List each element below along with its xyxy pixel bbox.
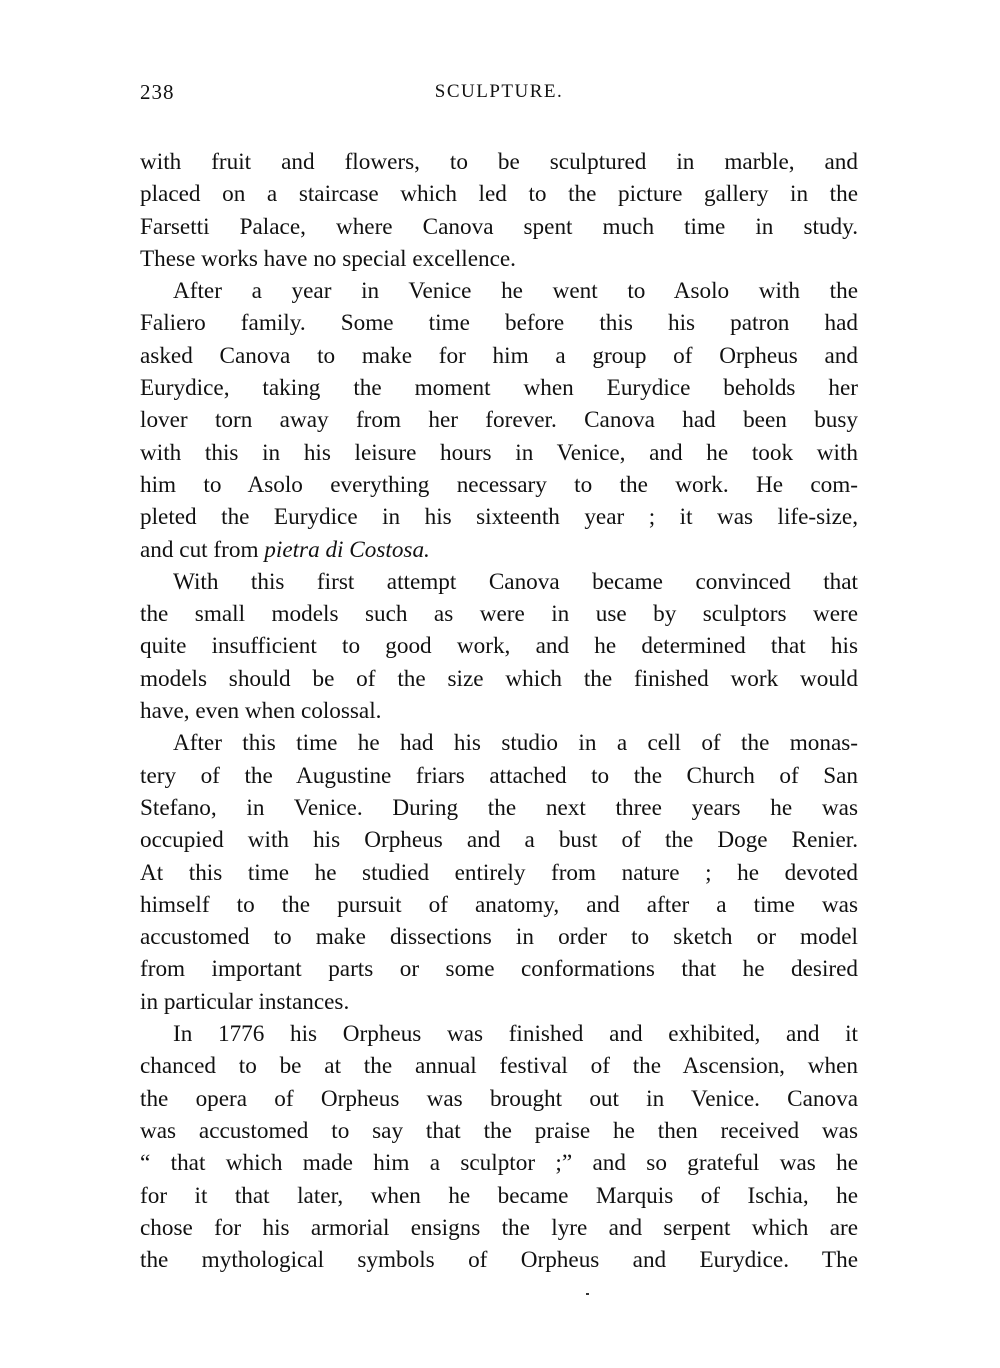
text-line: in particular instances. — [140, 988, 350, 1015]
text-line: with fruit and flowers, to be sculptured in marble, and — [140, 149, 858, 175]
text-line: Faliero family. Some time before this his patron had — [140, 310, 858, 337]
text-line: tery of the Augustine friars attached to the Church of San — [140, 762, 858, 789]
paragraph-5 — [140, 1018, 858, 1276]
running-title: SCULPTURE. — [434, 81, 564, 102]
text-line — [140, 534, 858, 566]
text-line: Farsetti Palace, where Canova spent much time in study. — [140, 213, 858, 240]
text-line: At this time he studied entirely from nature ; he devoted — [140, 859, 858, 886]
text-line: the opera of Orpheus was brought out in Venice. Canova — [140, 1085, 858, 1112]
text-line: lover torn away from her forever. Canova had been busy — [140, 407, 858, 434]
text-line: After a year in Venice he went to Asolo with the — [173, 278, 858, 305]
paragraph-3 — [140, 566, 858, 727]
text-line: Eurydice, taking the moment when Eurydice beholds her — [140, 375, 858, 402]
text-line: asked Canova to make for him a group of Orpheus and — [140, 342, 858, 369]
paragraph-4 — [140, 727, 858, 1018]
text-line: chanced to be at the annual festival of the Ascension, when — [140, 1053, 858, 1080]
scan-speck — [586, 1293, 589, 1295]
text-line: the mythological symbols of Orpheus and Eurydice. The — [140, 1247, 858, 1274]
body-text — [140, 146, 858, 1276]
text-line: was accustomed to say that the praise he then received was — [140, 1117, 858, 1144]
text-line: him to Asolo everything necessary to the work. He com- — [140, 471, 858, 498]
text-line: chose for his armorial ensigns the lyre and serpent which are — [140, 1214, 858, 1241]
text-run: and cut from — [140, 536, 265, 563]
text-line: These works have no special excellence. — [140, 245, 516, 272]
text-line: himself to the pursuit of anatomy, and after a time was — [140, 891, 858, 918]
paragraph-2 — [140, 275, 858, 566]
text-line: In 1776 his Orpheus was finished and exhibited, and it — [173, 1021, 858, 1048]
book-page — [140, 76, 858, 1276]
text-line: with this in his leisure hours in Venice, and he took with — [140, 439, 858, 466]
text-line: pleted the Eurydice in his sixteenth year ; it was life-size, — [140, 504, 858, 531]
text-line: for it that later, when he became Marquis of Ischia, he — [140, 1182, 858, 1209]
text-line: With this first attempt Canova became convinced that — [173, 568, 858, 595]
text-line: quite insufficient to good work, and he determined that his — [140, 633, 858, 660]
text-line: “ that which made him a sculptor ;” and so grateful was he — [140, 1150, 858, 1177]
text-line: the small models such as were in use by sculptors were — [140, 601, 858, 628]
text-line: occupied with his Orpheus and a bust of the Doge Renier. — [140, 827, 858, 854]
text-line: from important parts or some conformations that he desired — [140, 956, 858, 983]
text-line: Stefano, in Venice. During the next three years he was — [140, 794, 858, 821]
text-line: models should be of the size which the finished work would — [140, 665, 858, 692]
text-line: placed on a staircase which led to the picture gallery in the — [140, 181, 858, 208]
text-line: After this time he had his studio in a cell of the monas- — [173, 730, 858, 757]
text-line: have, even when colossal. — [140, 698, 382, 725]
page-number: 238 — [140, 80, 175, 104]
running-head — [140, 76, 858, 108]
text-line: accustomed to make dissections in order to sketch or model — [140, 924, 858, 951]
italic-phrase: pietra di Costosa. — [264, 536, 430, 563]
paragraph-1 — [140, 146, 858, 275]
